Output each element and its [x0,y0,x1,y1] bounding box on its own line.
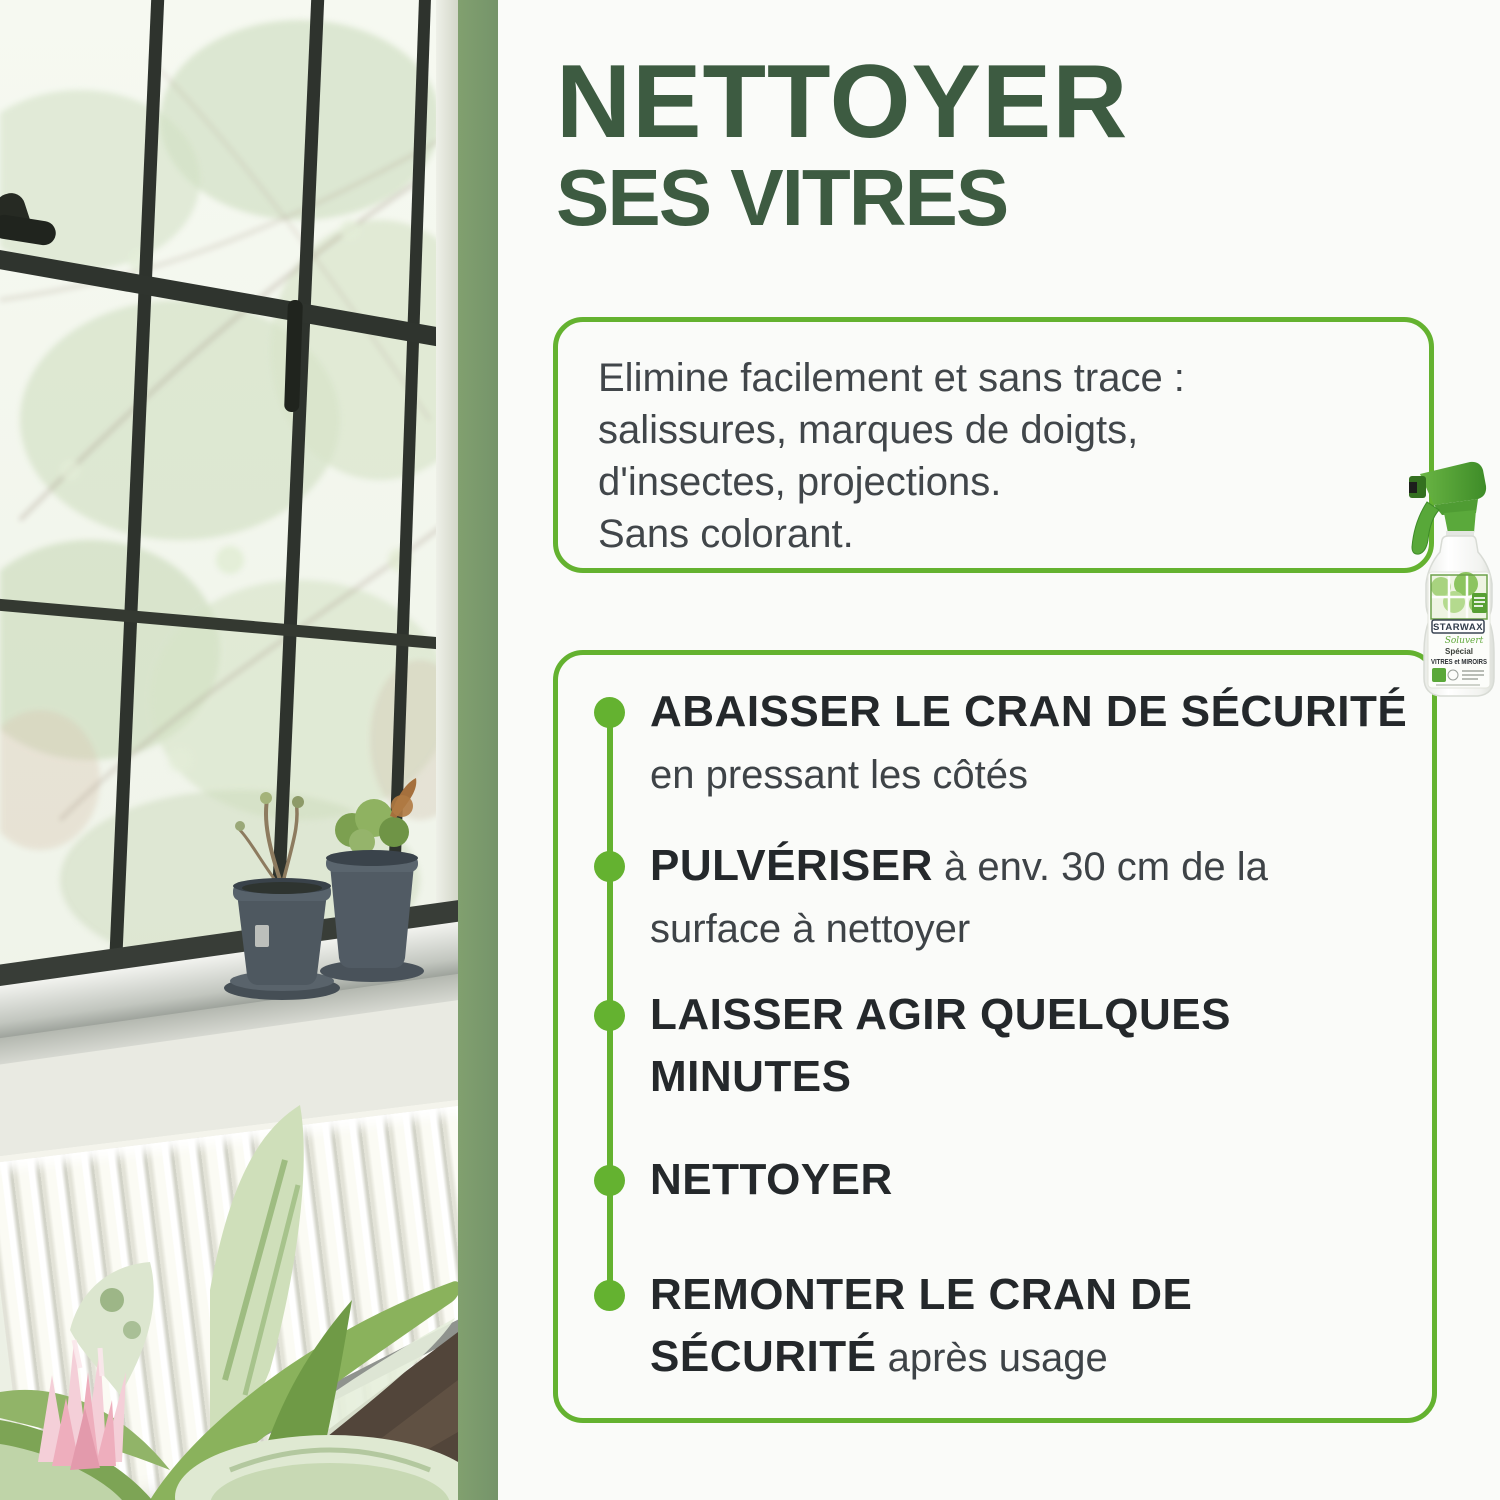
photo-foreground [0,0,458,1500]
product-bottle-image [1396,452,1500,702]
steps-box [553,650,1437,1423]
step-line: NETTOYER [650,1155,893,1204]
step-item [650,686,1408,810]
step-item [650,989,1395,1113]
label-subtitle: Spécial [1444,647,1474,656]
step-item [650,1269,1395,1393]
description-line: d'insectes, projections. [598,460,1002,504]
step-bullet [594,697,625,728]
step-line: SÉCURITÉ après usage [650,1332,1108,1381]
step-line: PULVÉRISER à env. 30 cm de la [650,841,1268,890]
page-subtitle: SES VITRES [556,153,1008,242]
step-line: REMONTER LE CRAN DE [650,1270,1193,1319]
label-product-name: VITRES et MIROIRS [1431,657,1487,666]
description-line: salissures, marques de doigts, [598,408,1139,452]
step-bullet [594,851,625,882]
step-bullet [594,1280,625,1311]
description-text [598,352,1185,560]
step-bullet [594,1165,625,1196]
range-script: Soluvert [1444,636,1484,646]
description-box [553,317,1434,573]
green-divider-bar [458,0,498,1500]
bottle-label [1428,572,1490,688]
label-new-formula-badge [1472,593,1487,613]
step-line: MINUTES [650,1052,852,1101]
step-line: en pressant les côtés [650,753,1028,797]
page-title: NETTOYER [556,44,1129,160]
step-line: LAISSER AGIR QUELQUES [650,990,1231,1039]
description-line: Sans colorant. [598,512,854,556]
step-bullet [594,1000,625,1031]
window-photo-panel [0,0,458,1500]
description-line: Elimine facilement et sans trace : [598,356,1185,400]
step-item [650,1154,1395,1216]
flower-pot-right [320,778,424,982]
step-line: ABAISSER LE CRAN DE SÉCURITÉ [650,687,1408,736]
brand-wordmark: STARWAX [1432,622,1484,633]
step-item [650,840,1395,964]
step-line: surface à nettoyer [650,907,971,951]
